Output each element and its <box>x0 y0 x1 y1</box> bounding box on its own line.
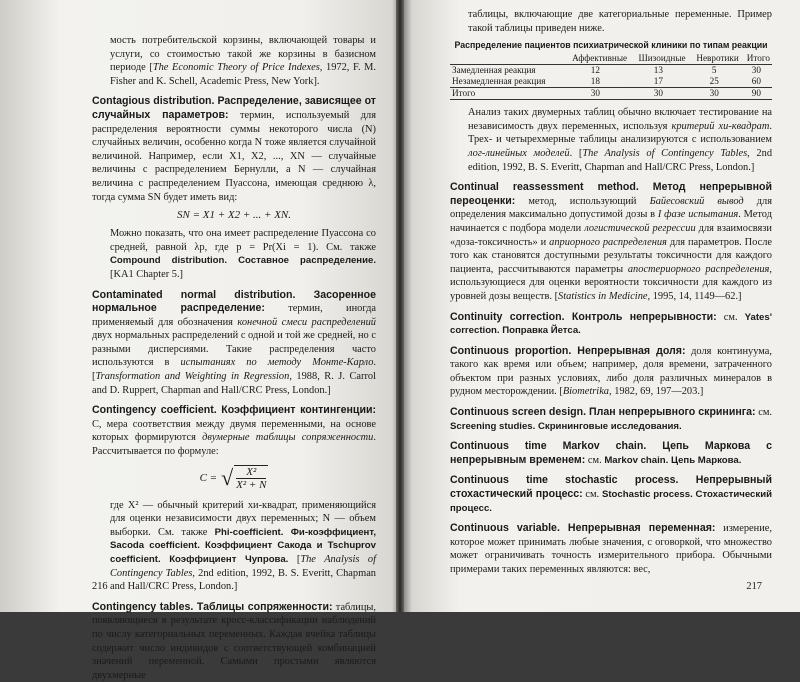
right-page <box>400 0 800 612</box>
table-cell: 60 <box>751 76 761 87</box>
entry-heading: Continual reassessment method. Метод непрерывной переоценки: <box>450 181 772 207</box>
table-cell: 18 <box>590 76 600 87</box>
table-cell: 30 <box>688 88 741 100</box>
entry-continuous-proportion: Continuous proportion. Непрерывная доля: доля континуума, такого как время или объем; например, доля времени, затраченного объектом при разных условиях, либо доля различных минералов в рудном месторождении. [Biometrika, 1982, 69, 197—203.] <box>450 344 772 398</box>
contingency-table <box>450 53 772 100</box>
table-cell: 5 <box>711 65 717 76</box>
cross-reference: Markov chain. Цепь Маркова. <box>604 454 742 466</box>
table-cell: 30 <box>751 65 761 76</box>
entry-body: Анализ таких двумерных таблиц обычно включает тестирование на независимость двух переменных, используя критерий хи-квадрат. Трех- и четырехмерные таблицы анализируются с использованием лог-линейных моделей. [The Analysis of Contingency Tables, 2nd edition, 1992, B. S. Everitt, Chapman and Hall/CRC Press, London.] <box>468 107 773 173</box>
page-number: 216 <box>92 581 108 592</box>
table-row <box>450 76 772 88</box>
left-page <box>0 0 400 681</box>
entry-continuous-variable: Continuous variable. Непрерывная переменная: измерение, которое может принимать любые значения, с оговоркой, что множество может ограничивать точность измерительного прибора. Обычными примерами таких переменных являются: вес, <box>450 522 772 575</box>
entry-continual-reassessment: Continual reassessment method. Метод непрерывной переоценки: метод, использующий Байесовский вывод для определения максимально допустимой дозы в I фазе испытания. Метод начинается с подбора модели логистической регрессии для взаимосвязи «доза-токсичность» и априорного распределения для параметров. После того как становятся доступными результаты токсичности для каждого пациента, рассчитываются параметры апостериорного распределения, использующиеся для оценки вероятности токсичности для каждого из уровней дозы веществ. [Statistics in Medicine, 1995, 14, 1149—62.] <box>450 181 772 302</box>
cross-reference: Stochastic process. Стохастический процесс. <box>450 489 772 514</box>
table-cell: 25 <box>709 76 719 87</box>
entry-heading: Contingency tables. Таблицы сопряженности: <box>92 600 333 613</box>
formula-sum: SN = X1 + X2 + ... + XN. <box>176 209 292 222</box>
entry-continuous-time-markov-chain: Continuous time Markov chain. Цепь Маркова с непрерывным временем: см. Markov chain. Цепь Маркова. <box>450 440 772 466</box>
entry-heading: Contaminated normal distribution. Засоренное нормальное распределение: <box>92 288 376 315</box>
entry-heading: Continuous time Markov chain. Цепь Маркова с непрерывным временем: <box>450 440 772 466</box>
entry-heading: Continuous time stochastic process. Непрерывный стохастический процесс: <box>450 474 772 501</box>
formula-contingency-coefficient: C = √ $\frac{\text{X²}}{\text{X² + N}}$ <box>199 464 267 491</box>
entry-heading: Continuous proportion. Непрерывная доля: <box>450 344 686 357</box>
table-header-cell <box>450 53 562 65</box>
entry-continuous-screen-design: Continuous screen design. План непрерывного скрининга: см. Screening studies. Скрининговые исследования. <box>450 406 772 432</box>
entry-body: Можно показать, что она имеет распределение Пуассона со средней, равной λp, где p = Pr(Xi = 1). См. также Compound distribution. Составное распределение. [KA1 Chapter 5.] <box>110 228 376 280</box>
cross-reference: Yates' correction. Поправка Йетса. <box>450 311 772 337</box>
table-header-row <box>450 53 772 65</box>
entry-heading: Contagious distribution. Распределение, зависящее от случайных параметров: <box>92 95 376 121</box>
entry-contingency-tables: Contingency tables. Таблицы сопряженности: таблицы, появляющиеся в результате кросс-классификации наблюдений по числу категориальных переменных. Каждая ячейка таблицы содержит число индивидов с соответствующей комбинацией значений переменной. Самыми простыми являются двухмерные <box>92 600 376 681</box>
table-cell: Незамедленная реакция <box>452 76 546 87</box>
entry-body: где X² — обычный критерий хи-квадрат, применяющийся для оценки независимости двух переменных; N — объем выборки. См. также Phi-coefficient. Фи-коэффициент, Sacoda coefficient. Коэффициент Сакода и Tschuprov coefficient. Коэффициент Чупрова. [The Analysis of Contingency Tables, 2nd edition, 1992, B. S. Everitt, Chapman and Hall/CRC Press, London.] <box>110 499 376 593</box>
entry-heading: Continuous screen design. План непрерывного скрининга: <box>450 406 756 419</box>
entry-contagious-distribution: Contagious distribution. Распределение, зависящее от случайных параметров: термин, используемый для распределения вероятности суммы некоторого числа (N) случайных величин, особенно когда N тоже является случайной величиной. Например, если X1, X2, ..., XN — случайные величины с распределением Бернулли, а N — случайная величина с распределением Пуассона, имеющая среднюю λ, тогда сумма SN будет иметь вид: <box>92 95 376 203</box>
table-cell: Замедленная реакция <box>452 65 536 76</box>
table-cell: 12 <box>590 65 600 76</box>
table-cell: 13 <box>653 65 663 76</box>
table-header-cell: Невротики <box>688 53 741 65</box>
entry-heading: Continuous variable. Непрерывная переменная: <box>450 522 716 535</box>
continuation-paragraph: таблицы, включающие две категориальные переменные. Пример такой таблицы приведен ниже. <box>468 9 772 34</box>
table-header-cell: Итого <box>741 53 772 65</box>
continuation-paragraph: мость потребительской корзины, включающей товары и услуги, со стоимостью такой же корзины в базисном периоде [The Economic Theory of Price Indexes, 1972, F. M. Fisher and K. Schell, Academic Press, New York]. <box>110 35 377 87</box>
entry-heading: Continuity correction. Контроль непрерывности: <box>450 310 717 323</box>
table-cell: 30 <box>629 88 688 100</box>
sqrt-sign: √ <box>221 464 234 490</box>
table-header-cell: Шизоидные <box>629 53 688 65</box>
entry-heading: Contingency coefficient. Коэффициент контингенции: <box>92 404 376 417</box>
table-cell: Итого <box>450 88 562 100</box>
page-number: 217 <box>746 581 762 592</box>
table-cell: 90 <box>741 88 772 100</box>
entry-continuity-correction: Continuity correction. Контроль непрерывности: см. Yates' correction. Поправка Йетса. <box>450 310 772 337</box>
table-row <box>450 65 772 77</box>
table-row <box>450 88 772 100</box>
entry-contingency-coefficient: Contingency coefficient. Коэффициент контингенции: C, мера соответствия между двумя переменными, на основе которых формируются двумерные таблицы сопряженности. Рассчитывается по формуле: <box>92 404 376 458</box>
table-cell: 17 <box>653 76 663 87</box>
cross-reference: Compound distribution. Составное распределение. <box>110 255 376 267</box>
table-caption: Распределение пациентов психиатрической клиники по типам реакции <box>454 40 768 51</box>
book-gutter <box>396 0 404 612</box>
table-header-cell: Аффективные <box>562 53 630 65</box>
entry-contaminated-normal: Contaminated normal distribution. Засоренное нормальное распределение: термин, иногда применяемый для обозначения конечной смеси распределений двух нормальных распределений с одной и той же средней, но с разными дисперсиями. Такие распределения часто используются в испытаниях по методу Монте-Карло. [Transformation and Weighting in Regression, 1988, R. J. Carrol and D. Ruppert, Chapman and Hall/CRC Press, London.] <box>92 288 376 396</box>
cross-reference: Phi-coefficient. Фи-коэффициент, Sacoda coefficient. Коэффициент Сакода и Tschuprov coefficient. Коэффициент Чупрова. <box>110 526 376 565</box>
cross-reference: Screening studies. Скрининговые исследования. <box>450 420 682 432</box>
table-cell: 30 <box>562 88 630 100</box>
entry-continuous-stochastic-process: Continuous time stochastic process. Непрерывный стохастический процесс: см. Stochastic process. Стохастический процесс. <box>450 474 772 514</box>
